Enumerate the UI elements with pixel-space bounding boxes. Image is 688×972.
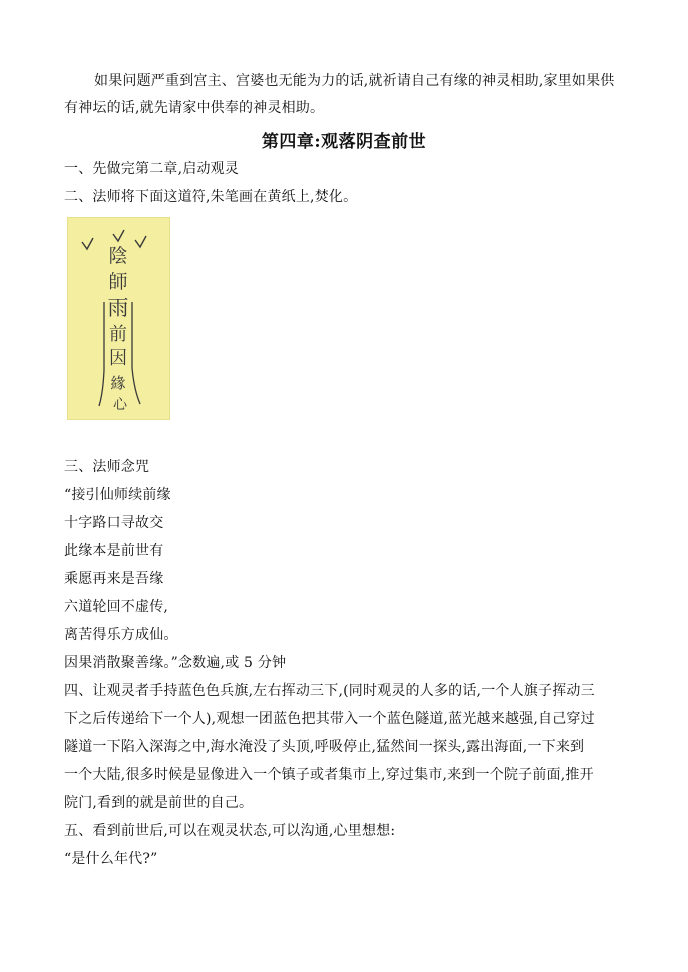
talisman-drawing bbox=[68, 218, 169, 419]
talisman-stroke bbox=[99, 302, 104, 406]
chant-line: 十字路口寻故交 bbox=[64, 515, 164, 531]
talisman-glyph: 前 bbox=[109, 324, 127, 345]
talisman-glyph: 陰 bbox=[108, 245, 128, 267]
chant-line: 六道轮回不虚传, bbox=[64, 599, 169, 615]
step-4-line: 一个大陆,很多时候是显像进入一个镇子或者集市上,穿过集市,来到一个院子前面,推开 bbox=[64, 767, 594, 783]
step-4-line: 院门,看到的就是前世的自己。 bbox=[64, 795, 254, 811]
check-mark-icon bbox=[113, 230, 124, 241]
intro-line-2: 有神坛的话,就先请家中供奉的神灵相助。 bbox=[64, 100, 325, 116]
intro-line-1: 如果问题严重到宫主、宫婆也无能为力的话,就祈请自己有缘的神灵相助,家里如果供 bbox=[94, 73, 615, 89]
chant-line: 此缘本是前世有 bbox=[64, 543, 164, 559]
step-5-line: 五、看到前世后,可以在观灵状态,可以沟通,心里想想: bbox=[64, 823, 396, 839]
talisman-glyph: 緣 bbox=[110, 374, 126, 392]
step-5-quote: “是什么年代?” bbox=[64, 851, 158, 867]
step-1: 一、先做完第二章,启动观灵 bbox=[64, 161, 240, 177]
chant-line: “接引仙师续前缘 bbox=[64, 487, 171, 503]
chant-line: 乘愿再来是吾缘 bbox=[64, 571, 164, 587]
step-3: 三、法师念咒 bbox=[64, 459, 150, 475]
talisman-glyph: 心 bbox=[113, 397, 127, 413]
step-4-line: 四、让观灵者手持蓝色色兵旗,左右挥动三下,(同时观灵的人多的话,一个人旗子挥动三 bbox=[64, 683, 595, 699]
step-2: 二、法师将下面这道符,朱笔画在黄纸上,焚化。 bbox=[64, 189, 358, 205]
chapter-title: 第四章:观落阴查前世 bbox=[261, 132, 427, 152]
talisman-image bbox=[67, 217, 170, 420]
check-mark-icon bbox=[135, 236, 146, 247]
talisman-stroke bbox=[132, 302, 140, 404]
talisman-glyph: 雨 bbox=[107, 296, 129, 320]
chant-line: 离苦得乐方成仙。 bbox=[64, 627, 178, 643]
step-4-line: 隧道一下陷入深海之中,海水淹没了头顶,呼吸停止,猛然间一探头,露出海面,一下来到 bbox=[64, 739, 585, 755]
talisman-glyph: 師 bbox=[108, 271, 128, 293]
chant-line: 因果消散聚善缘。”念数遍,或 5 分钟 bbox=[64, 655, 287, 671]
talisman-glyph: 因 bbox=[109, 348, 127, 369]
check-mark-icon bbox=[82, 238, 93, 249]
step-4-line: 下之后传递给下一个人),观想一团蓝色把其带入一个蓝色隧道,蓝光越来越强,自己穿过 bbox=[64, 711, 595, 727]
